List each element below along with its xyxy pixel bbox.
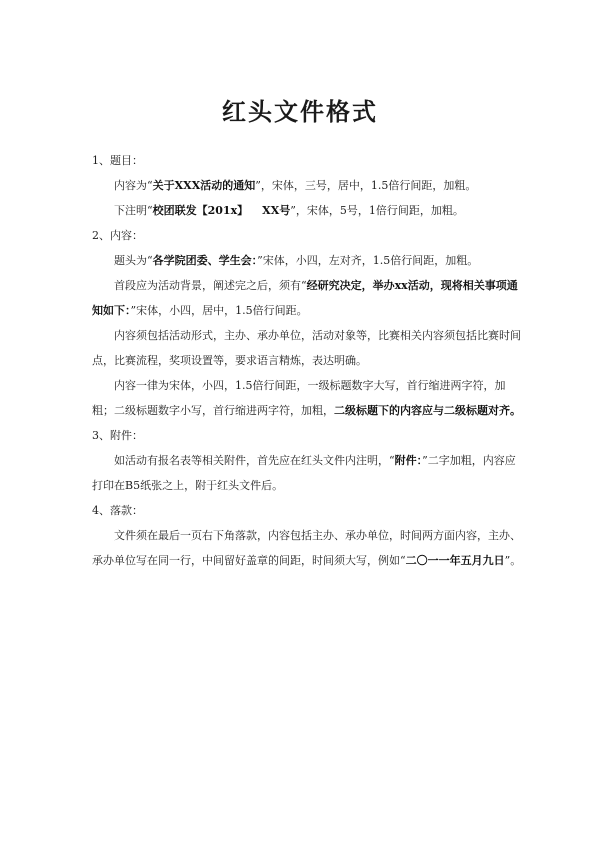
paragraph-title-format — [92, 173, 522, 198]
bold-text-run: 经研究决定，举办xx活动，现将相关事项通知如下： — [92, 279, 518, 317]
text-run: ”二字加粗，内容应打印在B5纸张之上，附于红头文件后。 — [92, 454, 516, 492]
paragraph-signature — [92, 523, 522, 573]
text-run: ”宋体，小四，居中，1.5倍行间距。 — [130, 304, 308, 317]
paragraph-doc-number-format — [92, 198, 522, 223]
text-run: 文件须在最后一页右下角落款，内容包括主办、承办单位，时间两方面内容，主办、承办单位写在同一行，中间留好盖章的间距，时间须大写，例如“ — [92, 529, 521, 567]
paragraph-font-rules — [92, 373, 522, 423]
document-title: 红头文件格式 — [222, 97, 378, 126]
paragraph-header-format — [92, 248, 522, 273]
text-run: 首段应为活动背景，阐述完之后，须有“ — [114, 279, 307, 292]
text-run: ”宋体，小四，左对齐，1.5倍行间距，加粗。 — [257, 254, 479, 267]
bold-text-run: 附件： — [394, 454, 423, 467]
paragraph-content-requirements — [92, 323, 522, 373]
text-run: 内容一律为宋体，小四，1.5倍行间距，一级标题数字大写，首行缩进两字符，加粗；二级标题数字小写，首行缩进两字符，加粗， — [92, 379, 506, 417]
section-heading-title: 1、题目： — [92, 154, 143, 167]
text-run: 下注明“ — [114, 204, 153, 217]
text-run: 内容须包括活动形式，主办、承办单位，活动对象等，比赛相关内容须包括比赛时间点，比赛流程，奖项设置等，要求语言精炼，表达明确。 — [92, 329, 521, 367]
bold-text-run: 校团联发【201x】 — [152, 204, 249, 217]
text-run: ”，宋体，三号，居中，1.5倍行间距，加粗。 — [255, 179, 477, 192]
paragraph-attachment — [92, 448, 522, 498]
document-body — [92, 148, 522, 573]
text-run: ”。 — [504, 554, 522, 567]
text-run: 如活动有报名表等相关附件，首先应在红头文件内注明，“ — [114, 454, 395, 467]
section-heading-signature: 4、落款： — [92, 504, 143, 517]
bold-text-run: 二级标题下的内容应与二级标题对齐。 — [334, 404, 521, 417]
text-run: ”，宋体，5号，1倍行间距，加粗。 — [290, 204, 464, 217]
text-run: 内容为“ — [114, 179, 153, 192]
bold-text-run: 各学院团委、学生会： — [152, 254, 258, 267]
bold-text-run: 关于XXX活动的通知 — [152, 179, 256, 192]
text-run: 题头为“ — [114, 254, 153, 267]
paragraph-first-section — [92, 273, 522, 323]
section-heading-attachment: 3、附件： — [92, 429, 143, 442]
section-heading-content: 2、内容： — [92, 229, 143, 242]
bold-text-run: 二〇一一年五月九日 — [405, 554, 505, 567]
bold-text-run: XX号 — [262, 204, 291, 217]
